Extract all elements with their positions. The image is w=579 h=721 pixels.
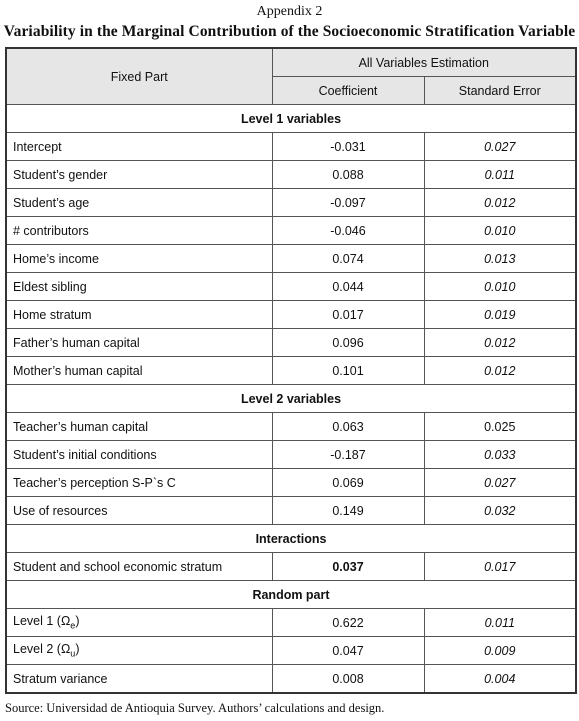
coefficient-cell: 0.063 (272, 413, 424, 441)
row-label: Home stratum (6, 301, 272, 329)
table-row (6, 217, 576, 245)
row-label (6, 637, 272, 665)
header-standard-error: Standard Error (424, 77, 576, 105)
standard-error-cell: 0.012 (424, 329, 576, 357)
section-title: Random part (6, 581, 576, 609)
coefficient-cell: 0.149 (272, 497, 424, 525)
row-label: Home’s income (6, 245, 272, 273)
row-label: Student’s initial conditions (6, 441, 272, 469)
section-title: Level 1 variables (6, 105, 576, 133)
coefficient-cell: 0.074 (272, 245, 424, 273)
row-label-end: ) (75, 614, 80, 629)
row-label: Student’s gender (6, 161, 272, 189)
table-row (6, 497, 576, 525)
standard-error-cell: 0.012 (424, 189, 576, 217)
table-row (6, 329, 576, 357)
section-title: Interactions (6, 525, 576, 553)
row-label: Use of resources (6, 497, 272, 525)
coefficient-cell: -0.031 (272, 133, 424, 161)
standard-error-cell: 0.033 (424, 441, 576, 469)
row-label: Student’s age (6, 189, 272, 217)
row-label-subscript: e (70, 620, 76, 631)
standard-error-cell: 0.017 (424, 553, 576, 581)
coefficient-cell: 0.101 (272, 357, 424, 385)
row-label: Stratum variance (6, 665, 272, 694)
standard-error-cell: 0.010 (424, 273, 576, 301)
header-fixed-part: Fixed Part (6, 48, 272, 105)
table-title: Variability in the Marginal Contribution of the Socioeconomic Stratification Variable (3, 23, 576, 40)
coefficient-cell: 0.096 (272, 329, 424, 357)
coefficient-cell: -0.097 (272, 189, 424, 217)
standard-error-cell: 0.011 (424, 609, 576, 637)
standard-error-cell: 0.011 (424, 161, 576, 189)
coefficient-cell: 0.069 (272, 469, 424, 497)
section-title: Level 2 variables (6, 385, 576, 413)
table-row (6, 245, 576, 273)
results-table (5, 47, 577, 694)
coefficient-cell: 0.008 (272, 665, 424, 694)
table-row (6, 609, 576, 637)
standard-error-cell: 0.027 (424, 133, 576, 161)
source-note: Source: Universidad de Antioquia Survey. Authors’ calculations and design. (5, 701, 385, 715)
coefficient-cell: -0.187 (272, 441, 424, 469)
standard-error-cell: 0.013 (424, 245, 576, 273)
table-row (6, 301, 576, 329)
standard-error-cell: 0.004 (424, 665, 576, 694)
standard-error-cell: 0.012 (424, 357, 576, 385)
table-row (6, 469, 576, 497)
coefficient-cell: 0.088 (272, 161, 424, 189)
row-label: Intercept (6, 133, 272, 161)
table-row (6, 357, 576, 385)
row-label: Eldest sibling (6, 273, 272, 301)
header-all-variables: All Variables Estimation (272, 48, 576, 77)
standard-error-cell: 0.032 (424, 497, 576, 525)
table-row (6, 441, 576, 469)
table-row (6, 273, 576, 301)
row-label-text: Level 2 (Ω (13, 642, 71, 657)
standard-error-cell: 0.025 (424, 413, 576, 441)
row-label: Student and school economic stratum (6, 553, 272, 581)
appendix-label: Appendix 2 (256, 4, 323, 19)
coefficient-cell: 0.044 (272, 273, 424, 301)
table-row (6, 161, 576, 189)
row-label-text: Level 1 (Ω (13, 614, 71, 629)
row-label: Mother’s human capital (6, 357, 272, 385)
coefficient-cell: 0.037 (272, 553, 424, 581)
table-row (6, 637, 576, 665)
standard-error-cell: 0.019 (424, 301, 576, 329)
coefficient-cell: 0.622 (272, 609, 424, 637)
coefficient-cell: 0.047 (272, 637, 424, 665)
standard-error-cell: 0.010 (424, 217, 576, 245)
table-row (6, 665, 576, 694)
row-label-end: ) (75, 642, 80, 657)
table-row (6, 133, 576, 161)
table-row (6, 189, 576, 217)
table-row (6, 413, 576, 441)
header-coefficient: Coefficient (272, 77, 424, 105)
standard-error-cell: 0.027 (424, 469, 576, 497)
coefficient-cell: -0.046 (272, 217, 424, 245)
row-label (6, 609, 272, 637)
row-label: Teacher’s human capital (6, 413, 272, 441)
row-label-subscript: u (70, 648, 76, 659)
row-label: # contributors (6, 217, 272, 245)
row-label: Father’s human capital (6, 329, 272, 357)
coefficient-cell: 0.017 (272, 301, 424, 329)
row-label: Teacher’s perception S-P`s C (6, 469, 272, 497)
standard-error-cell: 0.009 (424, 637, 576, 665)
table-row (6, 553, 576, 581)
